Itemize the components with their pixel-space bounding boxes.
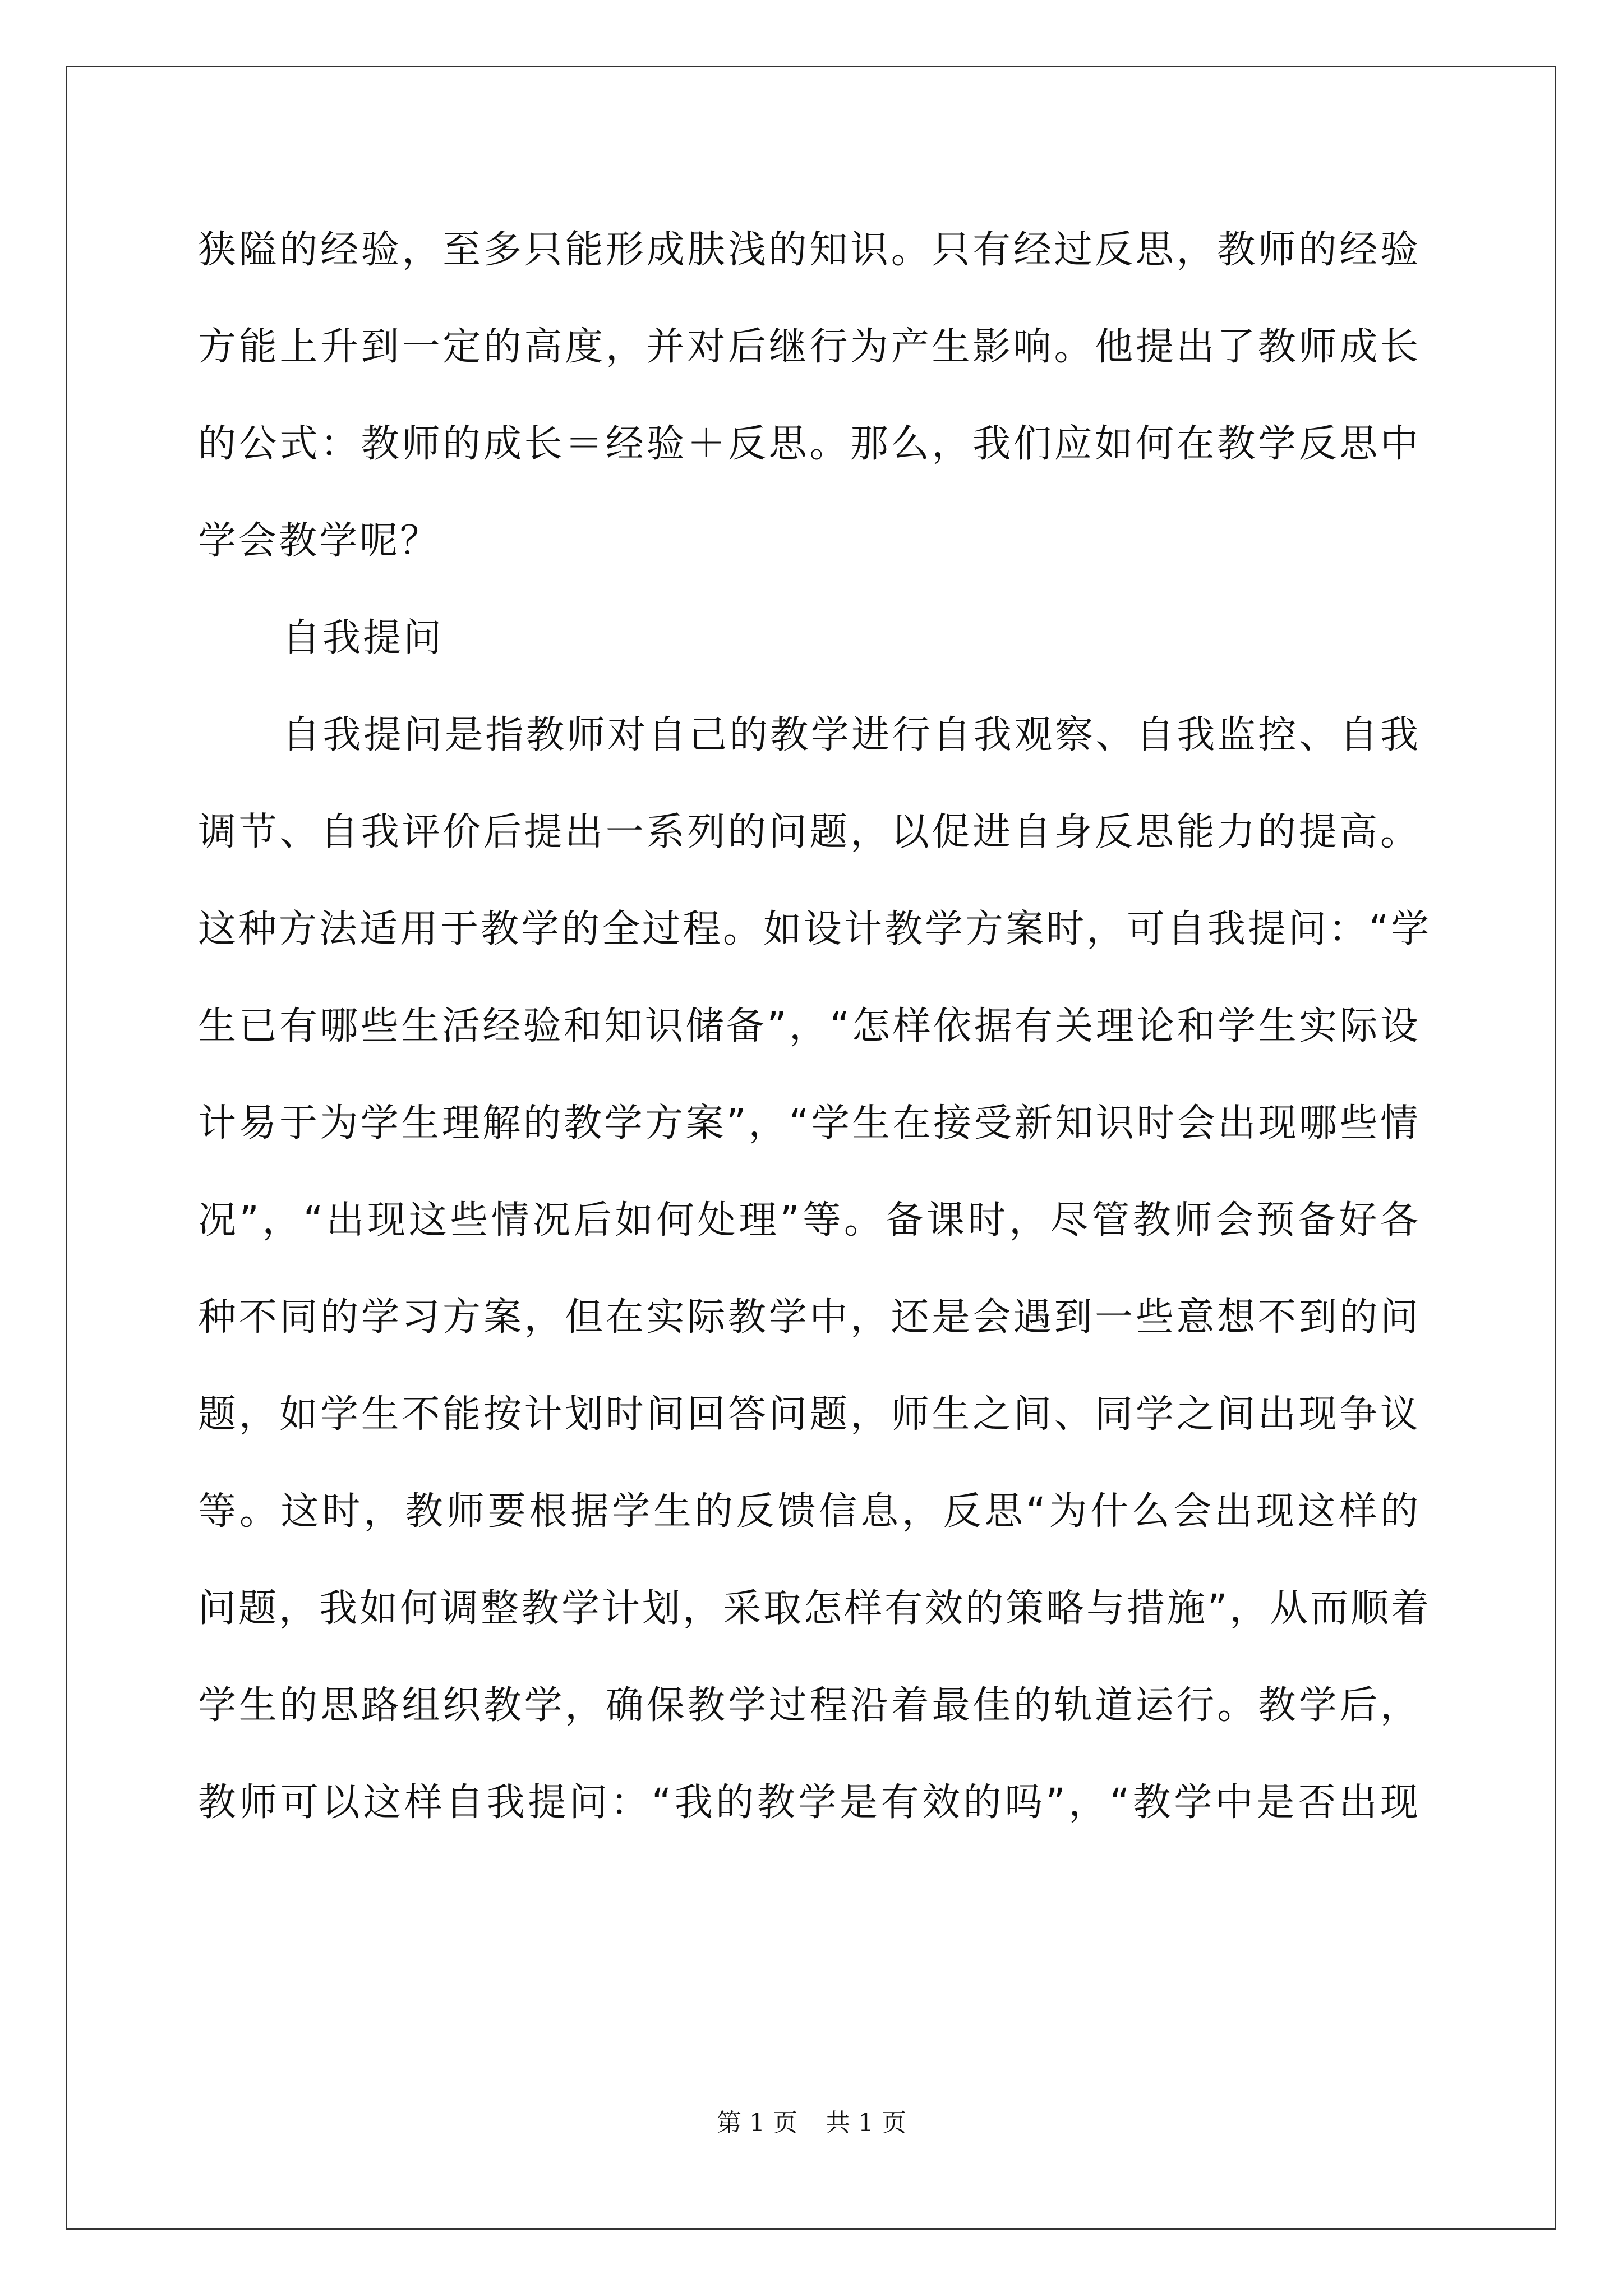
text-line: 调节、自我评价后提出一系列的问题，以促进自身反思能力的提高。: [198, 810, 1421, 854]
page-number: 第 1 页: [717, 2109, 797, 2137]
text-line: 自我提问是指教师对自己的教学进行自我观察、自我监控、自我: [282, 713, 1421, 757]
text-line: 问题，我如何调整教学计划，采取怎样有效的策略与措施”，从而顺着: [198, 1586, 1432, 1631]
text-line: 狭隘的经验，至多只能形成肤浅的知识。只有经过反思，教师的经验: [198, 228, 1421, 272]
text-line: 的公式：教师的成长＝经验＋反思。那么，我们应如何在教学反思中: [198, 422, 1421, 466]
text-line: 生已有哪些生活经验和知识储备”，“怎样依据有关理论和学生实际设: [198, 1004, 1421, 1048]
text-line: 学会教学呢？: [198, 519, 441, 563]
text-line: 况”，“出现这些情况后如何处理”等。备课时，尽管教师会预备好各: [198, 1198, 1421, 1243]
text-line: 题，如学生不能按计划时间回答问题，师生之间、同学之间出现争议: [198, 1392, 1421, 1437]
text-line: 教师可以这样自我提问：“我的教学是有效的吗”，“教学中是否出现: [198, 1780, 1421, 1825]
text-line: 等。这时，教师要根据学生的反馈信息，反思“为什么会出现这样的: [198, 1489, 1421, 1534]
page-total: 共 1 页: [826, 2109, 906, 2137]
page-footer: [0, 2106, 1623, 2140]
text-line: 方能上升到一定的高度，并对后继行为产生影响。他提出了教师成长: [198, 325, 1421, 369]
text-line: 这种方法适用于教学的全过程。如设计教学方案时，可自我提问：“学: [198, 907, 1432, 951]
text-line: 种不同的学习方案，但在实际教学中，还是会遇到一些意想不到的问: [198, 1295, 1421, 1340]
text-line: 学生的思路组织教学，确保教学过程沿着最佳的轨道运行。教学后，: [198, 1683, 1421, 1728]
section-heading: 自我提问: [282, 616, 444, 660]
text-line: 计易于为学生理解的教学方案”，“学生在接受新知识时会出现哪些情: [198, 1101, 1421, 1145]
